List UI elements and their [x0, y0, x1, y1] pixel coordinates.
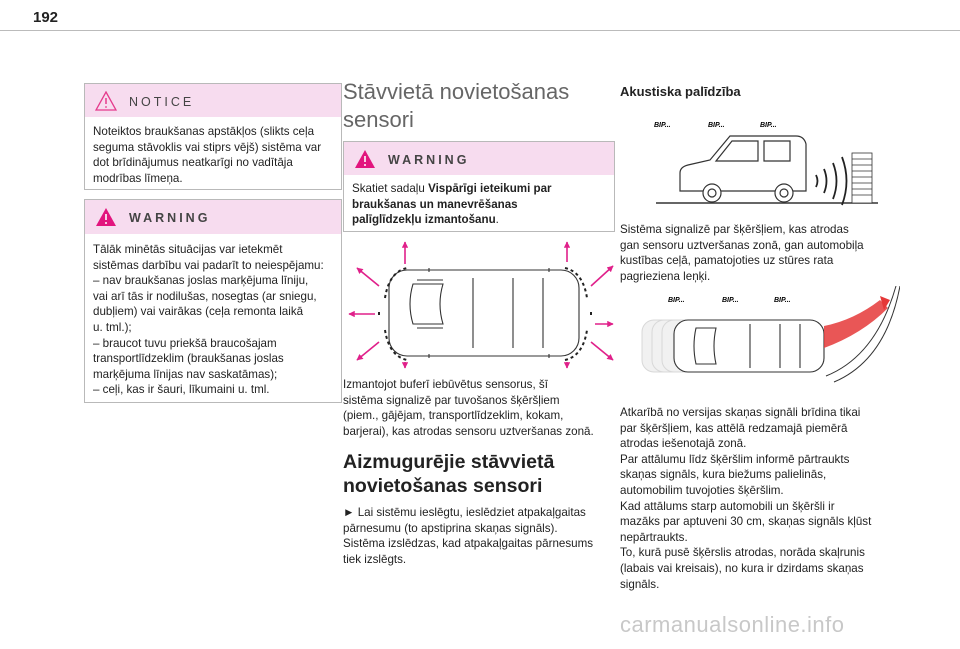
- bip-label: BIP...: [668, 297, 685, 304]
- warning-triangle-icon: [95, 91, 117, 111]
- warning-mid-bold: Vispārīgi ieteikumi par: [428, 182, 552, 195]
- acoustic-title: Akustiska palīdzība: [620, 84, 741, 99]
- warning-left-line: Tālāk minētās situācijas var ietekmēt: [93, 243, 283, 256]
- warning-left-line: sistēmas darbību vai padarīt to neiespējamu:: [93, 258, 324, 272]
- warning-box-left: [84, 199, 342, 403]
- acoustic-sideview-diagram: [648, 115, 888, 207]
- acoustic-line: Kad attālums starp automobili un šķēršli ir: [620, 499, 835, 513]
- acoustic-line: mazāks par aptuveni 30 cm, skaņas signāls kļūst: [620, 515, 872, 529]
- brick-wall: [852, 153, 872, 203]
- acoustic-line: kustības ceļā, pamatojoties uz stūres rata: [620, 254, 834, 268]
- acoustic-line: skaņas signāls, kura biežums palielinās,: [620, 468, 827, 482]
- warning-mid-text: .: [495, 213, 499, 227]
- bip-label: BIP...: [760, 122, 777, 129]
- warning-mid-line: [352, 181, 608, 197]
- reversing-topview-diagram: [640, 286, 900, 386]
- warning-triangle-icon: [95, 207, 117, 227]
- acoustic-line: par šķēršļiem, kas attēlā redzamajā piemērā: [620, 421, 848, 435]
- section-title-line: sensori: [343, 107, 414, 132]
- acoustic-line: Atkarībā no versijas skaņas signāli brīdina tikai: [620, 406, 861, 419]
- warning-left-line: – nav braukšanas joslas marķējuma līniju,: [93, 274, 309, 288]
- watermark[interactable]: carmanualsonline.info: [620, 612, 845, 637]
- intro-line: barjerai), kas atrodas sensoru uztveršanas zonā.: [343, 424, 594, 438]
- warning-left-line: vai arī tās ir nodilušas, nosegtas (ar sniegu,: [93, 289, 317, 303]
- bip-label: BIP...: [708, 122, 725, 129]
- warning-mid-bold: braukšanas un manevrēšanas: [352, 197, 518, 211]
- section-title-line: Stāvvietā novietošanas: [343, 79, 570, 104]
- van-side-view: [680, 136, 806, 202]
- warning-mid-line: [352, 197, 608, 213]
- sensor-arrow: [357, 268, 379, 286]
- rear-sensors-title: [343, 450, 554, 498]
- car-top-view: [674, 320, 824, 372]
- bip-label: BIP...: [722, 297, 739, 304]
- acoustic-paragraph-1: [620, 222, 864, 284]
- rear-line: ► Lai sistēmu ieslēgtu, ieslēdziet atpakaļgaitas: [343, 506, 586, 519]
- rear-sensors-paragraph: [343, 505, 593, 567]
- header-divider: [0, 30, 960, 31]
- warning-left-title: WARNING: [129, 211, 211, 225]
- acoustic-line: (labais vai kreisais), no kura ir dzirdams skaņas: [620, 561, 864, 575]
- warning-mid-text: Skatiet sadaļu: [352, 182, 429, 195]
- parking-sensors-diagram: [343, 238, 615, 370]
- warning-left-line: – ceļi, kas ir šauri, līkumaini u. tml.: [93, 383, 270, 397]
- bip-label: BIP...: [774, 297, 791, 304]
- sensor-arrow: [591, 266, 613, 286]
- warning-mid-body: [352, 181, 608, 228]
- notice-line: modrības līmeņa.: [93, 171, 183, 185]
- warning-box-mid: [343, 141, 615, 232]
- acoustic-line: pagrieziena leņķi.: [620, 269, 711, 283]
- section-title: [343, 78, 569, 134]
- acoustic-line: Par attālumu līdz šķēršlim informē pārtraukts: [620, 452, 850, 466]
- acoustic-line: nepārtraukts.: [620, 530, 688, 544]
- rear-sensors-title-line: Aizmugurējie stāvvietā: [343, 451, 555, 473]
- rear-line: Sistēma izslēdzas, kad atpakaļgaitas pārnesums: [343, 537, 594, 551]
- notice-line: seguma stāvoklis vai stiprs vējš) sistēma var: [93, 140, 322, 154]
- intro-line: Izmantojot buferī iebūvētus sensorus, šī: [343, 378, 548, 391]
- notice-body: [93, 124, 335, 186]
- warning-left-body: [93, 242, 335, 398]
- warning-left-line: transportlīdzeklim (braukšanas joslas: [93, 352, 284, 366]
- rear-sensors-title-line: novietošanas sensori: [343, 475, 543, 497]
- page-number: 192: [33, 9, 59, 26]
- notice-line: dot brīdinājumus neatkarīgi no vadītāja: [93, 156, 293, 170]
- intro-line: sistēma signalizē par tuvošanos šķēršļiem: [343, 393, 560, 407]
- notice-title: NOTICE: [129, 95, 195, 109]
- acoustic-line: automobilim tuvojoties šķēršlim.: [620, 483, 784, 497]
- rear-line: tiek izslēgts.: [343, 552, 407, 566]
- notice-header: [85, 84, 341, 117]
- acoustic-line: gan sensoru uztveršanas zonā, gan automobiļa: [620, 238, 864, 252]
- warning-mid-header: [344, 142, 614, 175]
- warning-left-line: marķējuma līnijas nav saskatāmas);: [93, 367, 278, 381]
- sensor-arrow: [357, 342, 379, 360]
- rear-line: pārnesumu (to apstiprina skaņas signāls).: [343, 521, 558, 535]
- notice-box: [84, 83, 342, 190]
- acoustic-line: To, kurā pusē šķērslis atrodas, norāda skaļrunis: [620, 546, 865, 560]
- car-top-view: [389, 268, 579, 358]
- warning-left-header: [85, 200, 341, 234]
- warning-left-line: – braucot tuvu priekšā braucošajam: [93, 336, 277, 350]
- intro-line: (piem., gājējam, transportlīdzeklim, kokam,: [343, 409, 564, 423]
- warning-left-line: dubļiem) vai vairākas (ceļa remonta laikā: [93, 305, 304, 319]
- warning-mid-bold: palīglīdzekļu izmantošanu: [352, 213, 496, 227]
- warning-left-line: u. tml.);: [93, 320, 132, 334]
- acoustic-paragraph-2: [620, 405, 871, 592]
- acoustic-line: signāls.: [620, 577, 660, 591]
- intro-paragraph: [343, 377, 594, 439]
- bip-label: BIP...: [654, 122, 671, 129]
- warning-mid-title: WARNING: [388, 153, 470, 167]
- notice-line: Noteiktos braukšanas apstākļos (slikts ceļa: [93, 125, 315, 138]
- acoustic-line: atrodas iešenotajā zonā.: [620, 437, 747, 451]
- sensor-arrow: [591, 342, 613, 360]
- warning-mid-line: [352, 212, 608, 228]
- warning-triangle-icon: [354, 149, 376, 169]
- acoustic-line: Sistēma signalizē par šķēršļiem, kas atrodas: [620, 223, 849, 236]
